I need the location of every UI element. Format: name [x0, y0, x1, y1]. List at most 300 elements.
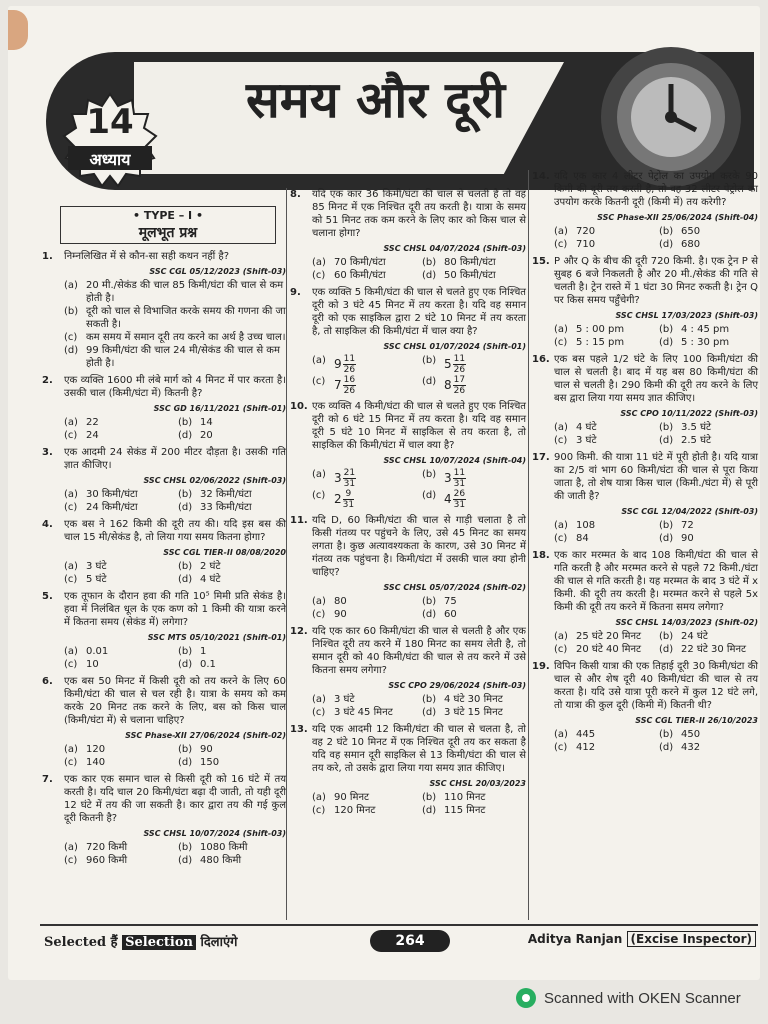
question-number: 17.: [532, 452, 550, 463]
option-text: 5 : 15 pm: [576, 337, 625, 348]
option-text: 960 किमी: [86, 855, 128, 866]
fraction-numerator: 17: [453, 375, 466, 385]
option-text: 1: [200, 646, 207, 657]
option-text: 120 मिनट: [334, 805, 376, 816]
option[interactable]: [422, 791, 526, 804]
mixed-fraction: [334, 489, 354, 510]
option-text: 480 किमी: [200, 855, 242, 866]
option-letter: (c): [554, 742, 568, 753]
option-text: 20 घंटे 40 मिनट: [576, 644, 642, 655]
option-letter: (a): [64, 744, 78, 755]
option-text: 3 घंटे 45 मिनट: [334, 707, 393, 718]
option-text: 80: [334, 596, 347, 607]
option-text: 90: [334, 609, 347, 620]
option-letter: (c): [64, 659, 78, 670]
option[interactable]: [64, 854, 172, 867]
option[interactable]: [659, 225, 758, 238]
question-number: 11.: [290, 515, 308, 526]
question-6: [42, 675, 286, 769]
option-letter: (a): [554, 520, 568, 531]
option[interactable]: [64, 841, 172, 854]
option-letter: (c): [312, 270, 326, 281]
option-letter: (c): [554, 644, 568, 655]
option-text: 99 किमी/घंटा की चाल 24 मी/सेकंड की चाल से कम होती है।: [86, 345, 280, 369]
option-letter: (c): [554, 239, 568, 250]
option-letter: (b): [659, 631, 674, 642]
option[interactable]: [178, 429, 286, 442]
option[interactable]: [64, 573, 172, 586]
option-text: 4 घंटे: [200, 574, 221, 585]
question-number: 8.: [290, 189, 301, 200]
question-text: विपिन किसी यात्रा की एक तिहाई दूरी 30 किमी/घंटा की चाल से और शेष दूरी 40 किमी/घंटा की चाल से तय करता है। यदि उसे यात्रा पूरी करने में कुल 12 घंटे लगे, तो यात्रा की कुल दूरी (किमी में) कितनी थी?: [554, 661, 758, 711]
option-letter: (d): [422, 609, 437, 620]
option-text: 90: [200, 744, 213, 755]
question-text: यदि एक कार 4 लीटर पेट्रोल का उपयोग करके 90 किमी की दूरी तय करती है, तो वह 32 लीटर पेट्रोल का उपयोग करके कितनी दूरी (किमी में) तय करेगी?: [554, 171, 758, 208]
question-19: [532, 660, 758, 754]
option[interactable]: [64, 658, 172, 671]
option[interactable]: [178, 560, 286, 573]
option-text: 5 : 00 pm: [576, 324, 625, 335]
option-text: 432: [681, 742, 701, 753]
option-text: 445: [576, 729, 596, 740]
option-letter: (d): [422, 707, 437, 718]
option-letter: (d): [178, 855, 193, 866]
question-text: एक बस पहले 1/2 घंटे के लिए 100 किमी/घंटा की चाल से चलती है। बाद में यह बस 80 किमी/घंटा की चाल से चलती है। 290 किमी की दूरी तय करने के लिए बस द्वारा लिया गया समय ज्ञात कीजिए।: [554, 354, 758, 404]
option[interactable]: [178, 645, 286, 658]
footer-slogan: [44, 932, 237, 950]
option[interactable]: [422, 595, 526, 608]
option[interactable]: [554, 532, 653, 545]
option-letter: (c): [554, 533, 568, 544]
mixed-fraction: [444, 375, 466, 396]
option-text: 10: [86, 659, 99, 670]
option-letter: (b): [659, 520, 674, 531]
option-letter: (b): [64, 306, 79, 317]
question-text: यदि एक कार 60 किमी/घंटा की चाल से चलती है और एक निश्चित दूरी तय करने में 180 मिनट का समय लेती है, तो समान दूरी को 40 किमी/घंटा की चाल से तय करने में उसे कितना समय लगेगा?: [312, 626, 526, 676]
option-letter: (d): [178, 659, 193, 670]
column-divider: [528, 170, 529, 920]
option[interactable]: [422, 489, 526, 510]
option[interactable]: [422, 269, 526, 282]
option[interactable]: [554, 519, 653, 532]
exam-source: SSC CHSL 17/03/2023 (Shift-03): [615, 311, 758, 320]
question-number: 10.: [290, 401, 308, 412]
option-text: 110 मिनट: [444, 792, 486, 803]
question-number: 6.: [42, 676, 53, 687]
option-text: 90: [681, 533, 694, 544]
slogan-pre: Selected हैं: [44, 935, 118, 950]
question-5: [42, 590, 286, 671]
option-text: 115 मिनट: [444, 805, 486, 816]
option-letter: (c): [64, 502, 78, 513]
option-letter: (b): [178, 842, 193, 853]
mixed-fraction: [334, 468, 356, 489]
exam-source: SSC CHSL 14/03/2023 (Shift-02): [615, 618, 758, 627]
question-14: [532, 170, 758, 251]
question-17: [532, 451, 758, 545]
question-number: 5.: [42, 591, 53, 602]
option-letter: (c): [554, 337, 568, 348]
option-text: 20: [200, 430, 213, 441]
option-text: 5 घंटे: [86, 574, 107, 585]
option-text: 22: [86, 417, 99, 428]
option[interactable]: [64, 429, 172, 442]
thumb: [8, 10, 28, 50]
type-subtitle: मूलभूत प्रश्न: [138, 225, 198, 241]
option-text: 720: [576, 226, 596, 237]
option-text: 60: [444, 609, 457, 620]
option-letter: (c): [64, 757, 78, 768]
option[interactable]: [659, 741, 758, 754]
option[interactable]: [312, 595, 416, 608]
question-text: 900 किमी. की यात्रा 11 घंटे में पूरी होती है। यदि यात्रा का 2/5 वां भाग 60 किमी/घंटा की चाल से पूरा किया जाता है, तो शेष यात्रा किस चाल (किमी./घंटा में) से पूरी की जाती है?: [554, 452, 758, 502]
option-letter: (a): [312, 596, 326, 607]
option-text: 24: [86, 430, 99, 441]
option[interactable]: [178, 658, 286, 671]
question-text: P और Q के बीच की दूरी 720 किमी. है। एक ट्रेन P से सुबह 6 बजे निकलती है और 20 मी./सेकंड की गति से चलती है। ट्रेन रास्ते में 1 घंटा 30 मिनट रुकती है। ट्रेन Q पर किस समय पहुँचेगी?: [554, 256, 758, 306]
option[interactable]: [554, 225, 653, 238]
mixed-fraction: [444, 354, 466, 375]
question-4: [42, 518, 286, 586]
fraction-numerator: 11: [453, 354, 466, 364]
option[interactable]: [422, 468, 526, 489]
option-letter: (d): [178, 502, 193, 513]
option[interactable]: [554, 336, 653, 349]
option-letter: (d): [659, 742, 674, 753]
option[interactable]: [422, 375, 526, 396]
option-text: 2.5 घंटे: [681, 435, 712, 446]
fraction-whole: 4: [444, 492, 452, 506]
option[interactable]: [554, 323, 653, 336]
fraction-whole: 3: [444, 471, 452, 485]
option-letter: (d): [422, 805, 437, 816]
option[interactable]: [64, 416, 172, 429]
option[interactable]: [64, 331, 286, 344]
option-text: 4 घंटे: [576, 422, 597, 433]
option[interactable]: [422, 693, 526, 706]
option-text: 1080 किमी: [200, 842, 248, 853]
question-text: एक कार मरम्मत के बाद 108 किमी/घंटा की चाल से गति करती है और मरम्मत करने से पहले 72 किमी./घंटा की चाल से गति करती है। यह मरम्मत के बाद 3 घंटे में x किमी. की दूरी तय करती है। मरम्मत करने से पहले 5x किमी की दूरी तय करने में कितना समय लगेगा?: [554, 550, 758, 613]
option[interactable]: [312, 269, 416, 282]
fraction-numerator: 21: [343, 468, 356, 478]
question-1: [42, 250, 286, 370]
option-letter: (b): [178, 489, 193, 500]
option[interactable]: [659, 532, 758, 545]
option-text: 120: [86, 744, 106, 755]
option-letter: (d): [659, 644, 674, 655]
option[interactable]: [312, 804, 416, 817]
option-text: 4 : 45 pm: [681, 324, 730, 335]
exam-source: SSC CPO 10/11/2022 (Shift-03): [620, 409, 758, 418]
fraction-denominator: 26: [453, 386, 466, 396]
option-letter: (b): [422, 596, 437, 607]
option-letter: (d): [422, 270, 437, 281]
option-text: 32 किमी/घंटा: [200, 489, 252, 500]
option[interactable]: [554, 434, 653, 447]
slogan-post: दिलाएंगे: [200, 935, 238, 950]
scanner-logo-icon: [516, 988, 536, 1008]
option-text: दूरी को चाल से विभाजित करके समय की गणना की जा सकती है।: [86, 306, 286, 330]
option[interactable]: [312, 489, 416, 510]
question-7: [42, 773, 286, 867]
option-letter: (a): [554, 422, 568, 433]
option[interactable]: [312, 256, 416, 269]
option-text: 5 : 30 pm: [681, 337, 730, 348]
option-letter: (b): [422, 469, 437, 480]
option-letter: (b): [422, 355, 437, 366]
chapter-number: 14: [86, 102, 134, 142]
option[interactable]: [178, 854, 286, 867]
fraction-numerator: 11: [343, 354, 356, 364]
question-16: [532, 353, 758, 447]
option[interactable]: [64, 560, 172, 573]
option-letter: (c): [64, 855, 78, 866]
question-number: 9.: [290, 287, 301, 298]
option[interactable]: [64, 488, 172, 501]
option[interactable]: [178, 573, 286, 586]
option-letter: (a): [64, 489, 78, 500]
exam-source: SSC CHSL 05/07/2024 (Shift-02): [383, 583, 526, 592]
option-text: 108: [576, 520, 596, 531]
question-number: 18.: [532, 550, 550, 561]
option-letter: (a): [554, 729, 568, 740]
option-letter: (b): [659, 226, 674, 237]
author-title: (Excise Inspector): [627, 931, 756, 947]
option-letter: (a): [64, 646, 78, 657]
mixed-fraction: [444, 489, 466, 510]
exam-source: SSC CGL TIER-II 08/08/2020: [163, 548, 286, 557]
option[interactable]: [178, 743, 286, 756]
option[interactable]: [64, 279, 286, 305]
option-letter: (a): [554, 631, 568, 642]
column-2: [290, 188, 526, 821]
option[interactable]: [312, 468, 416, 489]
option-letter: (b): [659, 324, 674, 335]
option[interactable]: [659, 336, 758, 349]
option[interactable]: [659, 323, 758, 336]
exam-source: SSC CGL 05/12/2023 (Shift-03): [149, 267, 286, 276]
chapter-label: अध्याय: [89, 150, 131, 169]
fraction-denominator: 31: [453, 500, 466, 510]
option-letter: (c): [312, 609, 326, 620]
option-letter: (a): [64, 280, 78, 291]
option[interactable]: [312, 693, 416, 706]
column-divider: [286, 188, 287, 920]
option-text: 50 किमी/घंटा: [444, 270, 496, 281]
fraction-whole: 2: [334, 492, 342, 506]
option-text: 3 घंटे: [576, 435, 597, 446]
question-text: एक कार एक समान चाल से किसी दूरी को 16 घंटे में तय करती है। यदि चाल 20 किमी/घंटा बढ़ा दी जाती, तो यही दूरी 12 घंटे में तय की जा सकती है। कार द्वारा तय की गई कुल दूरी कितनी है?: [64, 774, 286, 824]
exam-source: SSC CHSL 10/07/2024 (Shift-04): [383, 456, 526, 465]
option[interactable]: [659, 238, 758, 251]
option-letter: (c): [64, 574, 78, 585]
option-letter: (a): [312, 792, 326, 803]
page-footer: [40, 926, 758, 956]
fraction-denominator: 31: [343, 479, 356, 489]
option-letter: (a): [64, 561, 78, 572]
option-text: 4 घंटे 30 मिनट: [444, 694, 503, 705]
fraction-denominator: 31: [453, 479, 466, 489]
option-text: 650: [681, 226, 701, 237]
question-number: 2.: [42, 375, 53, 386]
question-text: यदि एक कार 36 किमी/घंटा की चाल से चलती है तो वह 85 मिनट में एक निश्चित दूरी तय करती है। यात्रा के समय को 51 मिनट तक कम करने के लिए कार को किस चाल से चलाना होगा?: [312, 189, 526, 239]
option-text: 70 किमी/घंटा: [334, 257, 386, 268]
question-number: 4.: [42, 519, 53, 530]
option-letter: (d): [64, 345, 79, 356]
fraction-numerator: 11: [453, 468, 466, 478]
exam-source: SSC GD 16/11/2021 (Shift-01): [153, 404, 286, 413]
option[interactable]: [178, 416, 286, 429]
exam-source: SSC CHSL 10/07/2024 (Shift-03): [143, 829, 286, 838]
question-text: एक व्यक्ति 5 किमी/घंटा की चाल से चलते हुए एक निश्चित दूरी को 3 घंटे 45 मिनट में तय करता है। यदि वह समान दूरी को एक साइकिल द्वारा 2 घंटे 10 मिनट में तय करता है, तो साइकिल की किमी/घंटा में चाल क्या है?: [312, 287, 526, 337]
exam-source: SSC CGL TIER-II 26/10/2023: [635, 716, 758, 725]
option[interactable]: [659, 519, 758, 532]
option[interactable]: [64, 743, 172, 756]
option[interactable]: [554, 643, 653, 656]
mixed-fraction: [334, 375, 356, 396]
question-11: [290, 514, 526, 621]
option-letter: (c): [312, 490, 326, 501]
option-letter: (b): [178, 646, 193, 657]
exam-source: SSC Phase-XII 27/06/2024 (Shift-02): [125, 731, 286, 740]
option-text: 72: [681, 520, 694, 531]
option-letter: (b): [422, 257, 437, 268]
question-15: [532, 255, 758, 349]
option[interactable]: [422, 706, 526, 719]
option-letter: (d): [178, 430, 193, 441]
fraction-numerator: 9: [343, 489, 354, 500]
option-text: 710: [576, 239, 596, 250]
option[interactable]: [312, 354, 416, 375]
option-text: 33 किमी/घंटा: [200, 502, 252, 513]
fraction-whole: 8: [444, 378, 452, 392]
column-1: [42, 250, 286, 871]
option[interactable]: [64, 501, 172, 514]
question-number: 15.: [532, 256, 550, 267]
exam-source: SSC CHSL 01/07/2024 (Shift-01): [383, 342, 526, 351]
option[interactable]: [554, 421, 653, 434]
question-number: 19.: [532, 661, 550, 672]
option[interactable]: [312, 375, 416, 396]
page-number: 264: [370, 930, 450, 952]
mixed-fraction: [444, 468, 466, 489]
option-letter: (a): [554, 324, 568, 335]
exam-source: SSC MTS 05/10/2021 (Shift-01): [147, 633, 286, 642]
option[interactable]: [659, 643, 758, 656]
question-number: 7.: [42, 774, 53, 785]
column-3: [532, 170, 758, 758]
footer-author: [528, 932, 756, 946]
option[interactable]: [178, 841, 286, 854]
exam-source: SSC CGL 12/04/2022 (Shift-03): [621, 507, 758, 516]
exam-source: SSC Phase-XII 25/06/2024 (Shift-04): [597, 213, 758, 222]
question-3: [42, 446, 286, 514]
option-text: 450: [681, 729, 701, 740]
option-letter: (d): [422, 490, 437, 501]
option[interactable]: [659, 421, 758, 434]
option[interactable]: [178, 756, 286, 769]
mixed-fraction: [334, 354, 356, 375]
option[interactable]: [178, 488, 286, 501]
option-text: 60 किमी/घंटा: [334, 270, 386, 281]
option[interactable]: [64, 305, 286, 331]
option[interactable]: [312, 706, 416, 719]
option-letter: (c): [312, 805, 326, 816]
option[interactable]: [64, 756, 172, 769]
option[interactable]: [554, 728, 653, 741]
question-12: [290, 625, 526, 719]
option-text: 3.5 घंटे: [681, 422, 712, 433]
option[interactable]: [554, 741, 653, 754]
option[interactable]: [659, 434, 758, 447]
option-letter: (b): [422, 792, 437, 803]
scanner-watermark: [516, 988, 741, 1008]
option-text: 3 घंटे: [86, 561, 107, 572]
option-letter: (c): [312, 376, 326, 387]
type-box: [60, 206, 276, 244]
option[interactable]: [422, 256, 526, 269]
question-number: 13.: [290, 724, 308, 735]
question-2: [42, 374, 286, 442]
option-text: 80 किमी/घंटा: [444, 257, 496, 268]
chapter-title: समय और दूरी: [246, 70, 506, 129]
book-page: [8, 6, 760, 980]
option[interactable]: [659, 728, 758, 741]
option[interactable]: [422, 354, 526, 375]
option[interactable]: [659, 630, 758, 643]
scanner-text: Scanned with OKEN Scanner: [544, 989, 741, 1007]
question-8: [290, 188, 526, 282]
fraction-numerator: 26: [453, 489, 466, 499]
option-text: 0.1: [200, 659, 216, 670]
option-letter: (a): [312, 355, 326, 366]
option[interactable]: [64, 344, 286, 370]
option-letter: (b): [178, 417, 193, 428]
option-text: 90 मिनट: [334, 792, 370, 803]
option-text: 30 किमी/घंटा: [86, 489, 138, 500]
option-text: 140: [86, 757, 106, 768]
question-text: एक आदमी 24 सेकंड में 200 मीटर दौड़ता है। उसकी गति ज्ञात कीजिए।: [64, 447, 286, 471]
fraction-whole: 3: [334, 471, 342, 485]
option-letter: (d): [659, 533, 674, 544]
fraction-denominator: 26: [343, 365, 356, 375]
option-letter: (c): [312, 707, 326, 718]
slogan-boxed: Selection: [122, 935, 196, 950]
fraction-whole: 5: [444, 357, 452, 371]
option[interactable]: [312, 608, 416, 621]
option-text: 2 घंटे: [200, 561, 221, 572]
option-letter: (b): [178, 744, 193, 755]
option-letter: (b): [422, 694, 437, 705]
option[interactable]: [64, 645, 172, 658]
option-letter: (a): [554, 226, 568, 237]
option[interactable]: [422, 608, 526, 621]
question-18: [532, 549, 758, 656]
option[interactable]: [422, 804, 526, 817]
option[interactable]: [554, 630, 653, 643]
fraction-denominator: 26: [453, 365, 466, 375]
option[interactable]: [312, 791, 416, 804]
option-letter: (b): [178, 561, 193, 572]
question-13: [290, 723, 526, 817]
option[interactable]: [178, 501, 286, 514]
question-text: यदि D, 60 किमी/घंटा की चाल से गाड़ी चलाता है तो किसी गंतव्य पर पहुंचने के लिए, उसे 45 मिनट का समय लगता है। कुछ अत्यावश्यकता के कारण, उसे 30 मिनट में गंतव्य तक पहुंचना है। किमी/घंटा में उसकी चाल क्या होनी चाहिए?: [312, 515, 526, 578]
option[interactable]: [554, 238, 653, 251]
option-letter: (c): [554, 435, 568, 446]
option-letter: (d): [659, 337, 674, 348]
option-letter: (d): [178, 757, 193, 768]
option-letter: (c): [64, 430, 78, 441]
